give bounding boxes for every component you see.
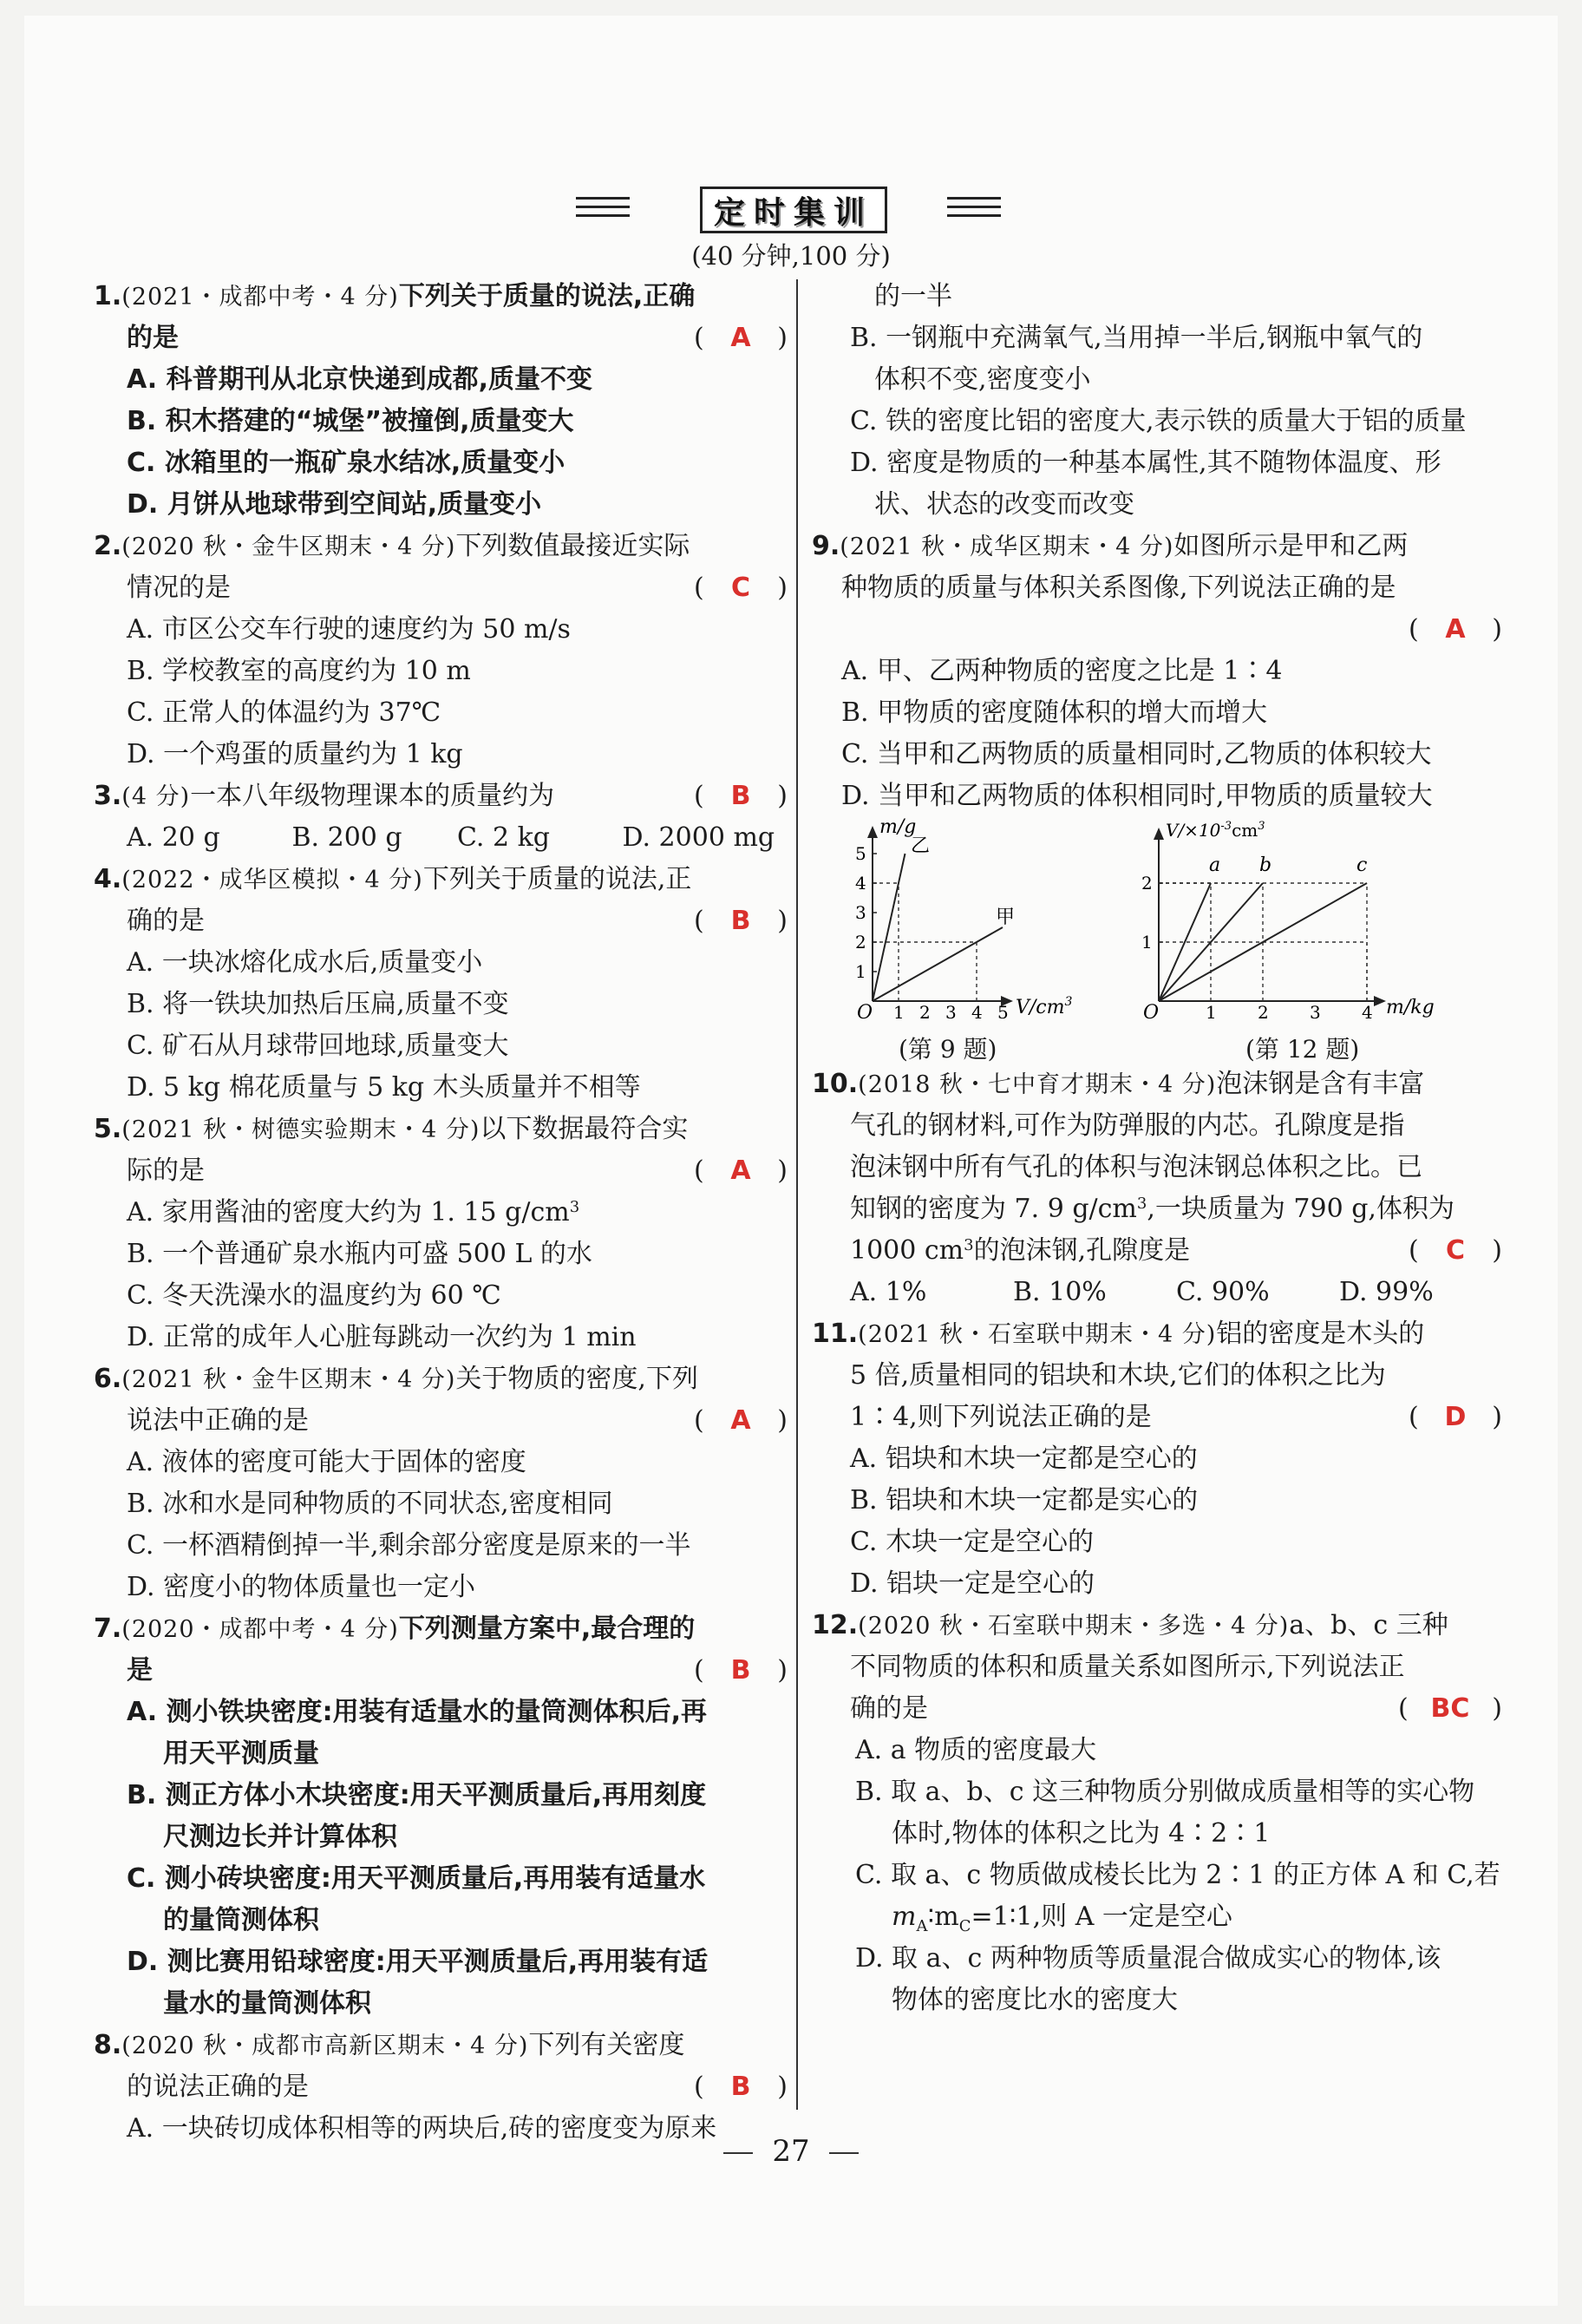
q6-option-b: B. 冰和水是同种物质的不同状态,密度相同 [127,1489,613,1519]
q12-line2: 不同物质的体积和质量关系如图所示,下列说法正 [850,1652,1405,1682]
q7-option-b: B. 测正方体小木块密度:用天平测质量后,再用刻度 [127,1780,707,1810]
q10-option-c: C. 90% [1176,1277,1270,1307]
q1-option-a: A. 科普期刊从北京快递到成都,质量不变 [127,364,593,395]
q12-answer: ( BC ) [1398,1693,1502,1724]
q11-option-b: B. 铝块和木块一定都是实心的 [850,1485,1199,1516]
q2-option-d: D. 一个鸡蛋的质量约为 1 kg [127,739,463,769]
q1-stem-cont: 的是 ( A ) [94,318,788,359]
q12-stem: 12.(2020 秋・石室联中期末・多选・4 分)a、b、c 三种 [812,1610,1448,1640]
q3-stem: 3.(4 分)一本八年级物理课本的质量约为 ( B ) [94,776,788,817]
q1-answer: ( A ) [694,323,788,353]
q4-option-b: B. 将一铁块加热后压扁,质量不变 [127,989,509,1019]
q12-option-d: D. 取 a、c 两种物质等质量混合做成实心的物体,该 [855,1943,1441,1974]
y-tick-label: 5 [855,843,866,864]
y-tick-label: 1 [1141,932,1153,953]
q8-answer: ( B ) [694,2072,788,2102]
q5-option-c: C. 冬天洗澡水的温度约为 60 ℃ [127,1280,501,1311]
q12-option-d-cont: 物体的密度比水的密度大 [892,1985,1178,2015]
q10-line4: 知钢的密度为 7. 9 $g/cm^3$,一块质量为 790 g,体积为 [850,1194,1455,1224]
chart12-caption: (第 12 题) [1245,1035,1360,1064]
q3-answer: ( B ) [694,781,788,811]
column-divider [796,279,798,2110]
q11-option-d: D. 铝块一定是空心的 [850,1568,1095,1599]
q9-option-a: A. 甲、乙两种物质的密度之比是 1∶4 [841,656,1283,686]
q3-option-c: C. 2 kg [457,822,550,853]
right-column [812,276,1502,2021]
section-subtitle: (40 分钟,100 分) [691,241,891,271]
q10-option-d: D. 99% [1339,1277,1434,1307]
y-tick-label: 1 [855,961,866,982]
q6-option-d: D. 密度小的物体质量也一定小 [127,1572,476,1602]
chart12-label-a: a [1209,854,1221,876]
q12-option-b-cont: 体时,物体的体积之比为 4∶2∶1 [892,1818,1271,1849]
q7-option-d-cont: 量水的量筒测体积 [163,1988,371,2019]
q7-option-c: C. 测小砖块密度:用天平测质量后,再用装有适量水 [127,1863,706,1894]
x-tick-label: 2 [1258,1002,1269,1023]
chart9-origin: O [857,1002,873,1024]
q9-answer-line [812,609,1502,651]
q3-option-d: D. 2000 mg [622,822,775,853]
y-tick-label: 2 [855,932,866,953]
chart9-xlabel: $V/cm^3$ [1016,995,1072,1018]
chart9-label-jia: 甲 [996,907,1016,928]
q2-option-b: B. 学校教室的高度约为 10 m [127,656,471,686]
q8-option-d: D. 密度是物质的一种基本属性,其不随物体温度、形 [850,448,1441,478]
q5-stem-cont: 际的是 ( A ) [94,1150,788,1192]
y-tick-label: 2 [1141,873,1153,894]
q2-stem: 2.(2020 秋・金牛区期末・4 分)下列数值最接近实际 [94,531,690,561]
q8-stem: 8.(2020 秋・成都市高新区期末・4 分)下列有关密度 [94,2030,685,2060]
q2-answer: ( C ) [694,573,788,603]
q7-option-d: D. 测比赛用铅球密度:用天平测质量后,再用装有适 [127,1947,709,1977]
title-left-lines [576,197,630,223]
x-tick-label: 3 [1310,1002,1321,1023]
section-header [0,187,1582,239]
title-box [700,187,887,233]
q12-option-c-cont: $m_A∶m_C=1∶1$,则 A 一定是空心 [892,1902,1232,1935]
chart12-ylabel: $V/\times 10^{-3}cm^3$ [1166,820,1265,841]
q7-stem-cont: 是 ( B ) [94,1650,788,1692]
q6-answer: ( A ) [694,1405,788,1436]
figures-row [812,817,1502,1064]
q7-stem: 7.(2020・成都中考・4 分)下列测量方案中,最合理的 [94,1614,696,1644]
q8-option-d-cont: 状、状态的改变而改变 [874,489,1134,520]
q1-stem: 1.(2021・成都中考・4 分)下列关于质量的说法,正确 [94,281,696,311]
q12-option-c: C. 取 a、c 物质做成棱长比为 2∶1 的正方体 A 和 C,若 [855,1860,1500,1890]
q10-options [812,1272,1502,1313]
x-tick-label: 2 [919,1002,931,1023]
q4-option-d: D. 5 kg 棉花质量与 5 kg 木头质量并不相等 [127,1072,641,1103]
chart9-ylabel: m/g [879,817,917,838]
q6-stem-cont: 说法中正确的是 ( A ) [94,1400,788,1442]
q5-answer: ( A ) [694,1155,788,1186]
left-column [94,276,788,2150]
series-line-乙 [873,854,905,1001]
q9-stem-cont: 种物质的质量与体积关系图像,下列说法正确的是 [841,573,1396,603]
q5-option-a: A. 家用酱油的密度大约为 1. 15 $g/cm^3$ [127,1197,580,1227]
x-tick-label: 3 [945,1002,957,1023]
title-right-lines [947,197,1001,223]
q8-option-b-cont: 体积不变,密度变小 [874,364,1091,395]
q2-option-a: A. 市区公交车行驶的速度约为 50 m/s [127,614,571,645]
q10-line3: 泡沫钢中所有气孔的体积与泡沫钢总体积之比。已 [850,1152,1422,1182]
q1-option-d: D. 月饼从地球带到空间站,质量变小 [127,489,542,520]
q11-answer: ( D ) [1409,1402,1502,1432]
q10-line2: 气孔的钢材料,可作为防弹服的内芯。孔隙度是指 [850,1110,1405,1141]
chart12-xlabel: m/kg [1386,997,1435,1018]
q8-option-a: A. 一块砖切成体积相等的两块后,砖的密度变为原来 [127,2113,717,2144]
section-title: 定时集训 [713,194,873,231]
q10-stem: 10.(2018 秋・七中育才期末・4 分)泡沫钢是含有丰富 [812,1069,1425,1099]
q5-option-d: D. 正常的成年人心脏每跳动一次约为 1 min [127,1322,637,1352]
series-line-甲 [873,927,1003,1001]
x-tick-label: 5 [997,1002,1009,1023]
x-tick-label: 1 [893,1002,905,1023]
chart12-label-b: b [1259,854,1272,876]
q10-option-a: A. 1% [850,1277,927,1307]
q3-option-a: A. 20 g [127,822,220,853]
q11-option-a: A. 铝块和木块一定都是空心的 [850,1443,1198,1474]
q1-option-b: B. 积木搭建的“城堡”被撞倒,质量变大 [127,406,574,436]
y-tick-label: 3 [855,902,866,923]
q12-option-a: A. a 物质的密度最大 [855,1735,1097,1765]
q2-option-c: C. 正常人的体温约为 37℃ [127,697,441,728]
q10-answer: ( C ) [1409,1235,1502,1266]
q11-line2: 5 倍,质量相同的铝块和木块,它们的体积之比为 [850,1360,1386,1391]
q7-option-b-cont: 尺测边长并计算体积 [163,1822,397,1852]
q6-stem: 6.(2021 秋・金牛区期末・4 分)关于物质的密度,下列 [94,1364,698,1394]
q5-option-b: B. 一个普通矿泉水瓶内可盛 500 L 的水 [127,1239,592,1269]
x-tick-label: 4 [971,1002,983,1023]
q10-option-b: B. 10% [1013,1277,1107,1307]
q3-option-b: B. 200 g [291,822,402,853]
q6-option-a: A. 液体的密度可能大于固体的密度 [127,1447,526,1477]
q1-option-c: C. 冰箱里的一瓶矿泉水结冰,质量变小 [127,448,565,478]
q7-option-c-cont: 的量筒测体积 [163,1905,319,1935]
q8-option-b: B. 一钢瓶中充满氧气,当用掉一半后,钢瓶中氧气的 [850,323,1423,353]
q4-option-a: A. 一块冰熔化成水后,质量变小 [127,947,483,978]
q11-stem: 11.(2021 秋・石室联中期末・4 分)铝的密度是木头的 [812,1319,1425,1349]
q9-option-c: C. 当甲和乙两物质的质量相同时,乙物质的体积较大 [841,739,1432,769]
q12-option-b: B. 取 a、b、c 这三种物质分别做成质量相等的实心物 [855,1777,1475,1807]
q12-line3: 确的是 ( BC ) [812,1688,1502,1730]
q4-option-c: C. 矿石从月球带回地球,质量变大 [127,1031,509,1061]
page-number: 27 [0,2134,1582,2169]
q11-option-c: C. 木块一定是空心的 [850,1527,1094,1557]
chart12-origin: O [1143,1002,1160,1024]
chart-q12 [1124,817,1454,1034]
q9-option-b: B. 甲物质的密度随体积的增大而增大 [841,697,1268,728]
q4-stem: 4.(2022・成华区模拟・4 分)下列关于质量的说法,正 [94,864,692,894]
chart12-label-c: c [1356,854,1368,876]
q11-line3: 1∶4,则下列说法正确的是 ( D ) [812,1397,1502,1438]
y-tick-label: 4 [855,873,866,894]
q7-answer: ( B ) [694,1655,788,1686]
chart9-caption: (第 9 题) [899,1035,997,1064]
q4-answer: ( B ) [694,906,788,936]
q5-stem: 5.(2021 秋・树德实验期末・4 分)以下数据最符合实 [94,1114,689,1144]
q9-stem: 9.(2021 秋・成华区期末・4 分)如图所示是甲和乙两 [812,531,1409,561]
x-tick-label: 4 [1362,1002,1373,1023]
q7-option-a: A. 测小铁块密度:用装有适量水的量筒测体积后,再 [127,1697,708,1727]
q8-option-c: C. 铁的密度比铝的密度大,表示铁的质量大于铝的质量 [850,406,1467,436]
q8-stem-cont: 的说法正确的是 ( B ) [94,2066,788,2108]
q2-stem-cont: 情况的是 ( C ) [94,567,788,609]
q6-option-c: C. 一杯酒精倒掉一半,剩余部分密度是原来的一半 [127,1530,691,1561]
q9-answer: ( A ) [1409,614,1502,645]
chart9-label-yi: 乙 [911,835,931,857]
q3-options [94,817,788,859]
q4-stem-cont: 确的是 ( B ) [94,900,788,942]
x-tick-label: 1 [1206,1002,1217,1023]
chart-q9 [838,817,1072,1034]
q9-option-d: D. 当甲和乙两物质的体积相同时,甲物质的质量较大 [841,781,1433,811]
q8-option-a-cont: 的一半 [874,281,952,311]
q7-option-a-cont: 用天平测质量 [163,1738,319,1769]
q10-line5: 1000 $cm^3$的泡沫钢,孔隙度是 ( C ) [812,1230,1502,1272]
